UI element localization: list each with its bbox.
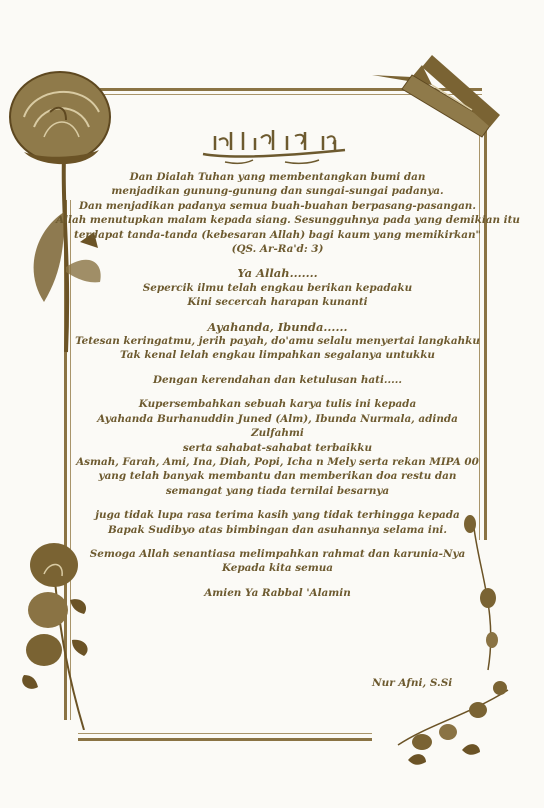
author-signature: Nur Afni, S.Si bbox=[372, 677, 453, 689]
ayahanda-line-2: Tak kenal lelah engkau limpahkan segalanya untukku bbox=[120, 349, 435, 362]
frame-bottom-border bbox=[78, 738, 372, 741]
terima-kasih-line-2: Bapak Sudibyo atas bimbingan dan asuhannya selama ini. bbox=[108, 523, 447, 536]
dedication-content bbox=[56, 170, 520, 600]
persembahan-line-1: Kupersembahkan sebuah karya tulis ini kepada bbox=[138, 398, 417, 411]
terima-kasih-line-1: juga tidak lupa rasa terima kasih yang tidak terhingga kepada bbox=[95, 509, 460, 522]
doa-line-1: Semoga Allah senantiasa melimpahkan rahmat dan karunia-Nya bbox=[89, 547, 466, 560]
frame-bottom-inner-line bbox=[78, 733, 372, 734]
verse-line-4: Allah menutupkan malam kepada siang. Sesungguhnya pada yang demikian itu bbox=[56, 214, 520, 227]
basmala-ornament bbox=[195, 120, 355, 168]
persembahan-line-3: serta sahabat-sahabat terbaikku bbox=[182, 441, 373, 454]
ya-allah-line-2: Kini secercah harapan kunanti bbox=[187, 296, 368, 309]
ya-allah-line-1: Sepercik ilmu telah engkau berikan kepadaku bbox=[142, 281, 413, 294]
ya-allah-heading: Ya Allah....... bbox=[237, 266, 318, 281]
verse-line-5: terdapat tanda-tanda (kebesaran Allah) bagi kaum yang memikirkan" bbox=[74, 228, 481, 241]
verse-line-3: Dan menjadikan padanya semua buah-buahan berpasang-pasangan. bbox=[79, 199, 476, 212]
amien-line: Amien Ya Rabbal 'Alamin bbox=[204, 586, 351, 599]
verse-line-1: Dan Dialah Tuhan yang membentangkan bumi dan bbox=[129, 171, 426, 183]
quill-illustration bbox=[372, 55, 504, 145]
persembahan-line-5: yang telah banyak membantu dan memberikan doa restu dan bbox=[98, 470, 457, 483]
persembahan-line-2: Ayahanda Burhanuddin Juned (Alm), Ibunda Nurmala, adinda Zulfahmi bbox=[97, 412, 458, 440]
persembahan-line-6: semangat yang tiada ternilai besarnya bbox=[165, 484, 390, 497]
ayahanda-line-1: Tetesan keringatmu, jerih payah, do'amu selalu menyertai langkahku bbox=[75, 335, 480, 348]
persembahan-line-4: Asmah, Farah, Ami, Ina, Diah, Popi, Icha n Mely serta rekan MIPA 00 bbox=[76, 455, 479, 468]
basmala-calligraphy bbox=[195, 120, 355, 168]
verse-citation: (QS. Ar-Ra'd: 3) bbox=[231, 243, 324, 256]
verse-line-2: menjadikan gunung-gunung dan sungai-sungai padanya. bbox=[111, 185, 444, 198]
kerendahan-line: Dengan kerendahan dan ketulusan hati..... bbox=[153, 373, 402, 386]
ayahanda-heading: Ayahanda, Ibunda...... bbox=[207, 319, 348, 334]
doa-line-2: Kepada kita semua bbox=[221, 562, 334, 575]
